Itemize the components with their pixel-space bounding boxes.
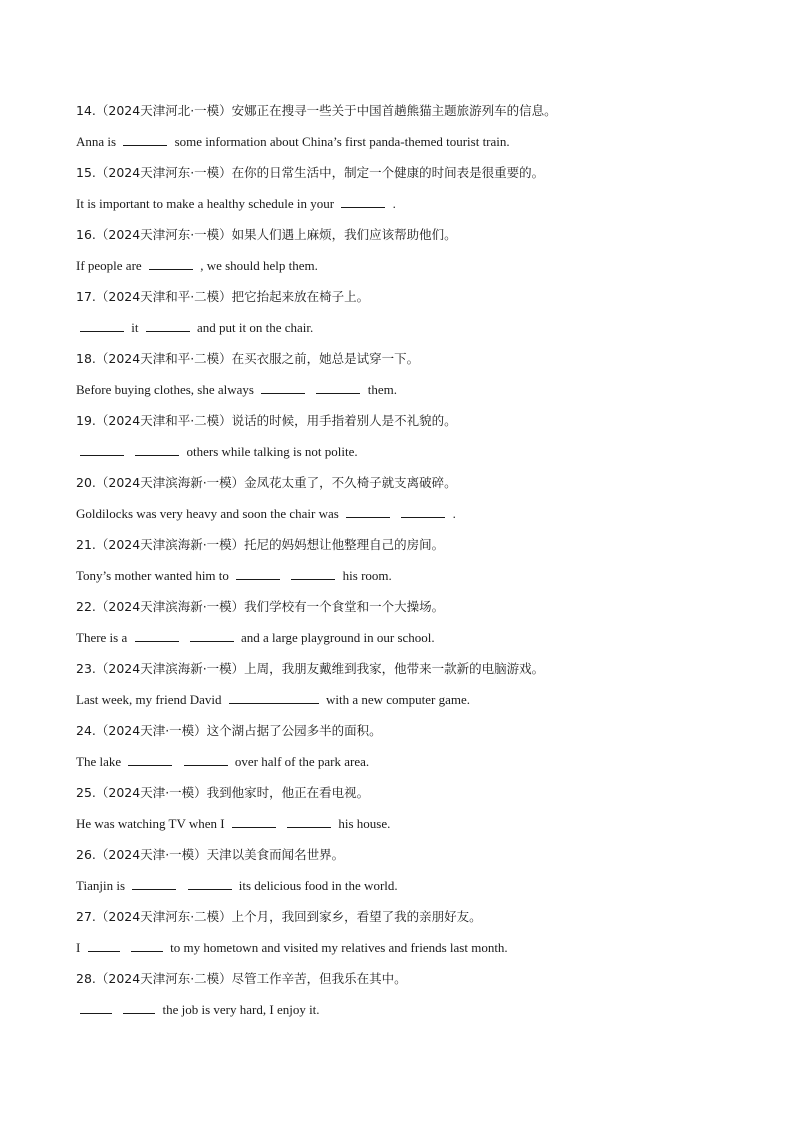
chinese-prompt: 23.（2024天津滨海新·一模）上周，我朋友戴维到我家，他带来一款新的电脑游戏。 <box>76 661 545 676</box>
exercise-item <box>76 536 736 585</box>
exercise-item <box>76 908 736 957</box>
sentence-text: Tony’s mother wanted him to <box>76 568 229 583</box>
sentence-text: it <box>131 320 139 335</box>
sentence-text: , we should help them. <box>200 258 318 273</box>
exercise-item <box>76 102 736 151</box>
chinese-prompt: 18.（2024天津和平·二模）在买衣服之前，她总是试穿一下。 <box>76 351 420 366</box>
answer-blank[interactable] <box>128 753 172 766</box>
answer-blank[interactable] <box>132 877 176 890</box>
english-sentence <box>76 195 736 213</box>
sentence-text: with a new computer game. <box>325 692 471 707</box>
answer-blank[interactable] <box>80 443 124 456</box>
exercise-item <box>76 288 736 337</box>
sentence-text: his house. <box>338 816 391 831</box>
sentence-text: his room. <box>342 568 392 583</box>
chinese-prompt: 26.（2024天津·一模）天津以美食而闻名世界。 <box>76 847 345 862</box>
chinese-prompt: 17.（2024天津和平·二模）把它抬起来放在椅子上。 <box>76 289 370 304</box>
chinese-prompt: 19.（2024天津和平·二模）说话的时候，用手指着别人是不礼貌的。 <box>76 413 457 428</box>
sentence-text: . <box>452 506 456 521</box>
exercise-item <box>76 350 736 399</box>
answer-blank[interactable] <box>291 567 335 580</box>
english-sentence <box>76 443 736 461</box>
english-sentence <box>76 567 736 585</box>
exercise-item <box>76 474 736 523</box>
chinese-prompt: 15.（2024天津河东·一模）在你的日常生活中，制定一个健康的时间表是很重要的。 <box>76 165 545 180</box>
answer-blank[interactable] <box>149 257 193 270</box>
answer-blank[interactable] <box>190 629 234 642</box>
answer-blank[interactable] <box>146 319 190 332</box>
exercise-item <box>76 722 736 771</box>
english-sentence <box>76 381 736 399</box>
chinese-prompt: 24.（2024天津·一模）这个湖占据了公园多半的面积。 <box>76 723 382 738</box>
answer-blank[interactable] <box>123 1001 155 1014</box>
exercise-item <box>76 970 736 1019</box>
answer-blank[interactable] <box>80 319 124 332</box>
sentence-text: its delicious food in the world. <box>238 878 398 893</box>
answer-blank[interactable] <box>229 691 319 704</box>
answer-blank[interactable] <box>346 505 390 518</box>
sentence-text: It is important to make a healthy schedule in your <box>76 196 335 211</box>
english-sentence <box>76 939 736 957</box>
sentence-text: them. <box>367 382 397 397</box>
answer-blank[interactable] <box>184 753 228 766</box>
sentence-text: and a large playground in our school. <box>241 630 435 645</box>
answer-blank[interactable] <box>188 877 232 890</box>
english-sentence <box>76 877 736 895</box>
sentence-text: He was watching TV when I <box>76 816 225 831</box>
exercise-item <box>76 164 736 213</box>
answer-blank[interactable] <box>123 133 167 146</box>
exercise-item <box>76 412 736 461</box>
answer-blank[interactable] <box>401 505 445 518</box>
chinese-prompt: 28.（2024天津河东·二模）尽管工作辛苦，但我乐在其中。 <box>76 971 407 986</box>
sentence-text: The lake <box>76 754 122 769</box>
exercise-item <box>76 226 736 275</box>
answer-blank[interactable] <box>236 567 280 580</box>
english-sentence <box>76 753 736 771</box>
answer-blank[interactable] <box>80 1001 112 1014</box>
sentence-text: to my hometown and visited my relatives and friends last month. <box>170 940 508 955</box>
answer-blank[interactable] <box>131 939 163 952</box>
english-sentence <box>76 629 736 647</box>
chinese-prompt: 14.（2024天津河北·一模）安娜正在搜寻一些关于中国首趟熊猫主题旅游列车的信息。 <box>76 103 557 118</box>
english-sentence <box>76 505 736 523</box>
sentence-text: Tianjin is <box>76 878 126 893</box>
sentence-text: and put it on the chair. <box>196 320 314 335</box>
sentence-text: Goldilocks was very heavy and soon the chair was <box>76 506 339 521</box>
sentence-text: There is a <box>76 630 128 645</box>
answer-blank[interactable] <box>316 381 360 394</box>
exercise-item <box>76 660 736 709</box>
english-sentence <box>76 1001 736 1019</box>
chinese-prompt: 16.（2024天津河东·一模）如果人们遇上麻烦，我们应该帮助他们。 <box>76 227 457 242</box>
english-sentence <box>76 257 736 275</box>
answer-blank[interactable] <box>232 815 276 828</box>
answer-blank[interactable] <box>341 195 385 208</box>
sentence-text: over half of the park area. <box>234 754 370 769</box>
exercise-item <box>76 784 736 833</box>
answer-blank[interactable] <box>261 381 305 394</box>
sentence-text: some information about China’s first panda-themed tourist train. <box>174 134 510 149</box>
english-sentence <box>76 133 736 151</box>
english-sentence <box>76 319 736 337</box>
sentence-text: the job is very hard, I enjoy it. <box>162 1002 320 1017</box>
answer-blank[interactable] <box>287 815 331 828</box>
sentence-text: . <box>392 196 396 211</box>
answer-blank[interactable] <box>135 629 179 642</box>
sentence-text: others while talking is not polite. <box>186 444 358 459</box>
chinese-prompt: 22.（2024天津滨海新·一模）我们学校有一个食堂和一个大操场。 <box>76 599 445 614</box>
sentence-text: I <box>76 940 81 955</box>
chinese-prompt: 20.（2024天津滨海新·一模）金凤花太重了，不久椅子就支离破碎。 <box>76 475 457 490</box>
english-sentence <box>76 815 736 833</box>
sentence-text: Anna is <box>76 134 117 149</box>
sentence-text: Last week, my friend David <box>76 692 222 707</box>
exercise-item <box>76 846 736 895</box>
answer-blank[interactable] <box>88 939 120 952</box>
exercise-list <box>76 102 736 1032</box>
chinese-prompt: 27.（2024天津河东·二模）上个月，我回到家乡，看望了我的亲朋好友。 <box>76 909 482 924</box>
chinese-prompt: 25.（2024天津·一模）我到他家时，他正在看电视。 <box>76 785 370 800</box>
english-sentence <box>76 691 736 709</box>
exercise-item <box>76 598 736 647</box>
chinese-prompt: 21.（2024天津滨海新·一模）托尼的妈妈想让他整理自己的房间。 <box>76 537 445 552</box>
answer-blank[interactable] <box>135 443 179 456</box>
sentence-text: If people are <box>76 258 142 273</box>
sentence-text: Before buying clothes, she always <box>76 382 254 397</box>
